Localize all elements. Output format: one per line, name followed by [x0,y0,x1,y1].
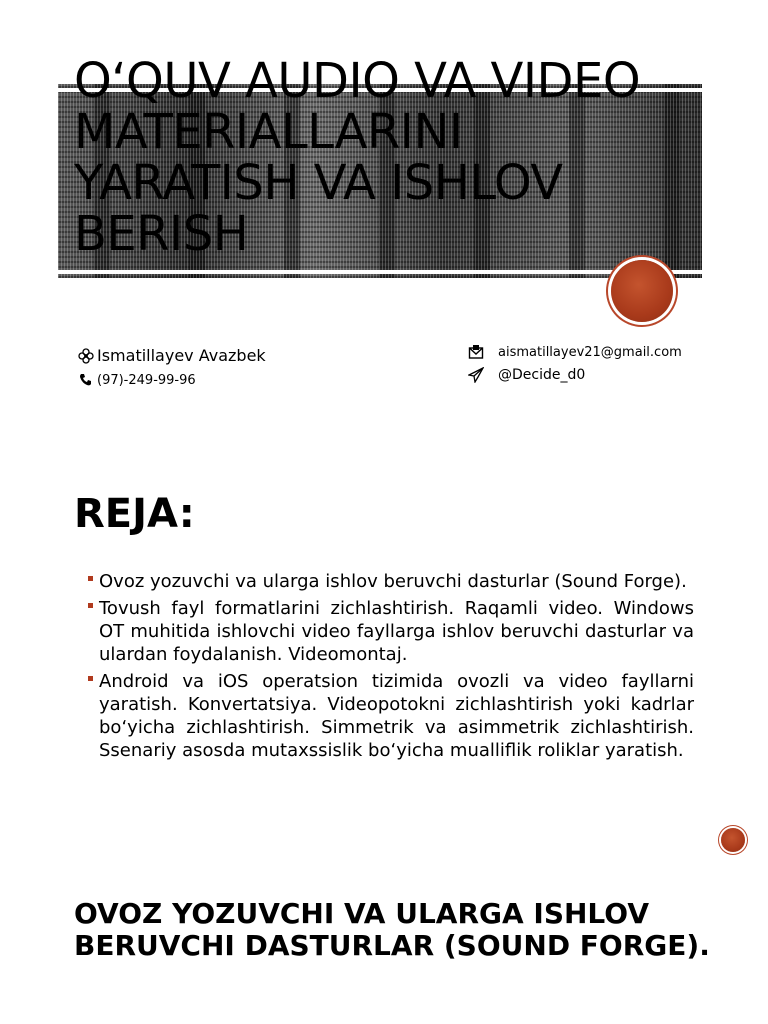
banner-stripe-bottom [58,270,702,274]
slide-title: O‘QUV AUDIO VA VIDEO MATERIALLARINI YARATISH VA ISHLOV BERISH [74,53,641,262]
paper-plane-icon [468,367,484,383]
decorative-circle-small-icon [721,828,745,852]
plan-item [88,570,694,593]
plan-item-text: Tovush fayl formatlarini zichlashtirish. Raqamli video. Windows OT muhitida ishlovchi video fayllarga ishlov beruvchi dasturlar va ulardan foydalanish. Videomontaj. [99,598,694,665]
author-name [78,346,266,365]
bullet-icon [88,676,93,681]
author-phone [78,372,196,388]
phone-icon [78,372,94,388]
decorative-circle-icon [611,260,673,322]
bullet-icon [88,576,93,581]
flower-icon [78,348,94,364]
author-telegram[interactable] [468,367,585,383]
author-email-text: aismatillayev21@gmail.com [498,344,682,360]
section-heading: OVOZ YOZUVCHI VA ULARGA ISHLOV BERUVCHI DASTURLAR (SOUND FORGE). [74,897,710,962]
plan-item-text: Ovoz yozuvchi va ularga ishlov beruvchi dasturlar (Sound Forge). [99,571,687,592]
envelope-icon [468,344,484,360]
plan-item-text: Android va iOS operatsion tizimida ovozli va video fayllarni yaratish. Konvertatsiya. Videopotokni zichlashtirish yoki kadrlar bo‘yicha zichlashtirish. Simmetrik va asimmetrik zichlashtirish. Ssenariy asosda mutaxssislik bo‘yicha mualliflik roliklar yaratish. [99,671,694,761]
plan-item [88,670,694,762]
bullet-icon [88,603,93,608]
author-phone-text: (97)-249-99-96 [97,372,196,388]
author-name-text: Ismatillayev Avazbek [97,346,266,365]
plan-list [88,570,694,766]
plan-heading: REJA: [74,491,195,537]
author-telegram-text: @Decide_d0 [498,367,586,383]
plan-item [88,597,694,666]
author-email[interactable] [468,344,682,360]
